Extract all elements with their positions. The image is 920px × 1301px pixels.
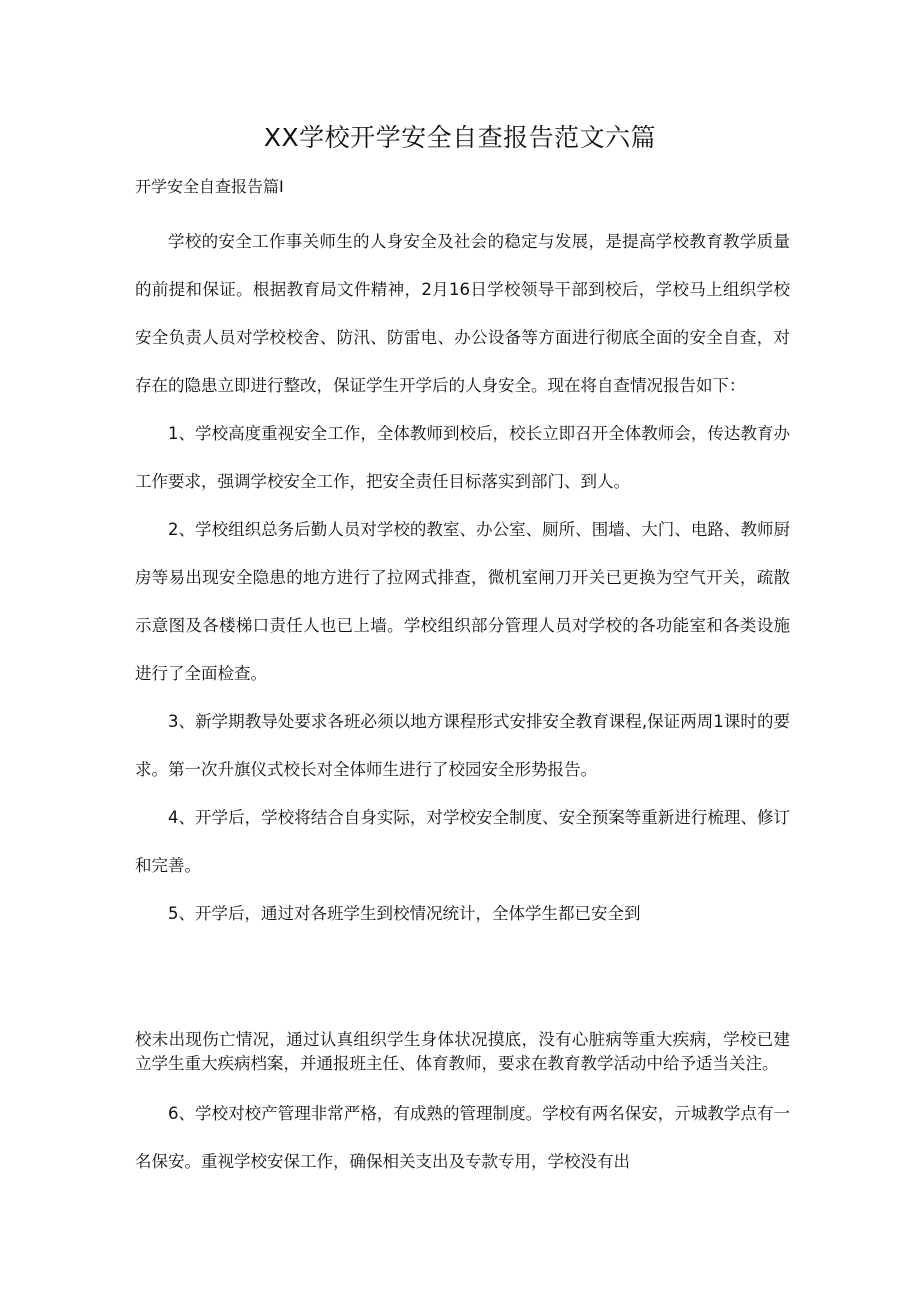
paragraph-item-3: 3、新学期教导处要求各班必须以地方课程形式安排安全教育课程,保证两周1课时的要求。第一次升旗仪式校长对全体师生进行了校园安全形势报告。 <box>135 712 790 779</box>
paragraph-item-2: 2、学校组织总务后勤人员对学校的教室、办公室、厕所、围墙、大门、电路、教师厨房等易出现安全隐患的地方进行了拉网式排查，微机室闸刀开关已更换为空气开关，疏散示意图及各楼梯口责任人也已上墙。学校组织部分管理人员对学校的各功能室和各类设施进行了全面检查。 <box>135 520 790 683</box>
paragraph-item-5-continued: 校未出现伤亡情况，通过认真组织学生身体状况摸底，没有心脏病等重大疾病，学校已建立学生重大疾病档案，并通报班主任、体育教师，要求在教育教学活动中给予适当关注。 <box>135 1030 790 1073</box>
paragraph-item-1: 1、学校高度重视安全工作，全体教师到校后，校长立即召开全体教师会，传达教育办工作要求，强调学校安全工作，把安全责任目标落实到部门、到人。 <box>135 424 790 491</box>
paragraph-item-5: 5、开学后，通过对各班学生到校情况统计，全体学生都已安全到 <box>168 904 641 923</box>
paragraph-intro: 学校的安全工作事关师生的人身安全及社会的稳定与发展，是提高学校教育教学质量的前提和保证。根据教育局文件精神，2月16日学校领导干部到校后，学校马上组织学校安全负责人员对学校校舍、防汛、防雷电、办公设备等方面进行彻底全面的安全自查，对存在的隐患立即进行整改，保证学生开学后的人身安全。现在将自查情况报告如下： <box>135 232 790 395</box>
body-text-block <box>135 218 790 938</box>
paragraph-item-4: 4、开学后，学校将结合自身实际，对学校安全制度、安全预案等重新进行梳理、修订和完善。 <box>135 808 790 875</box>
document-title: XX学校开学安全自查报告范文六篇 <box>263 123 657 152</box>
section-heading: 开学安全自查报告篇I <box>135 177 284 196</box>
paragraph-item-6: 6、学校对校产管理非常严格，有成熟的管理制度。学校有两名保安，亓城教学点有一名保安。重视学校安保工作，确保相关支出及专款专用，学校没有出 <box>135 1104 790 1171</box>
body-text-block-2 <box>135 1090 790 1186</box>
